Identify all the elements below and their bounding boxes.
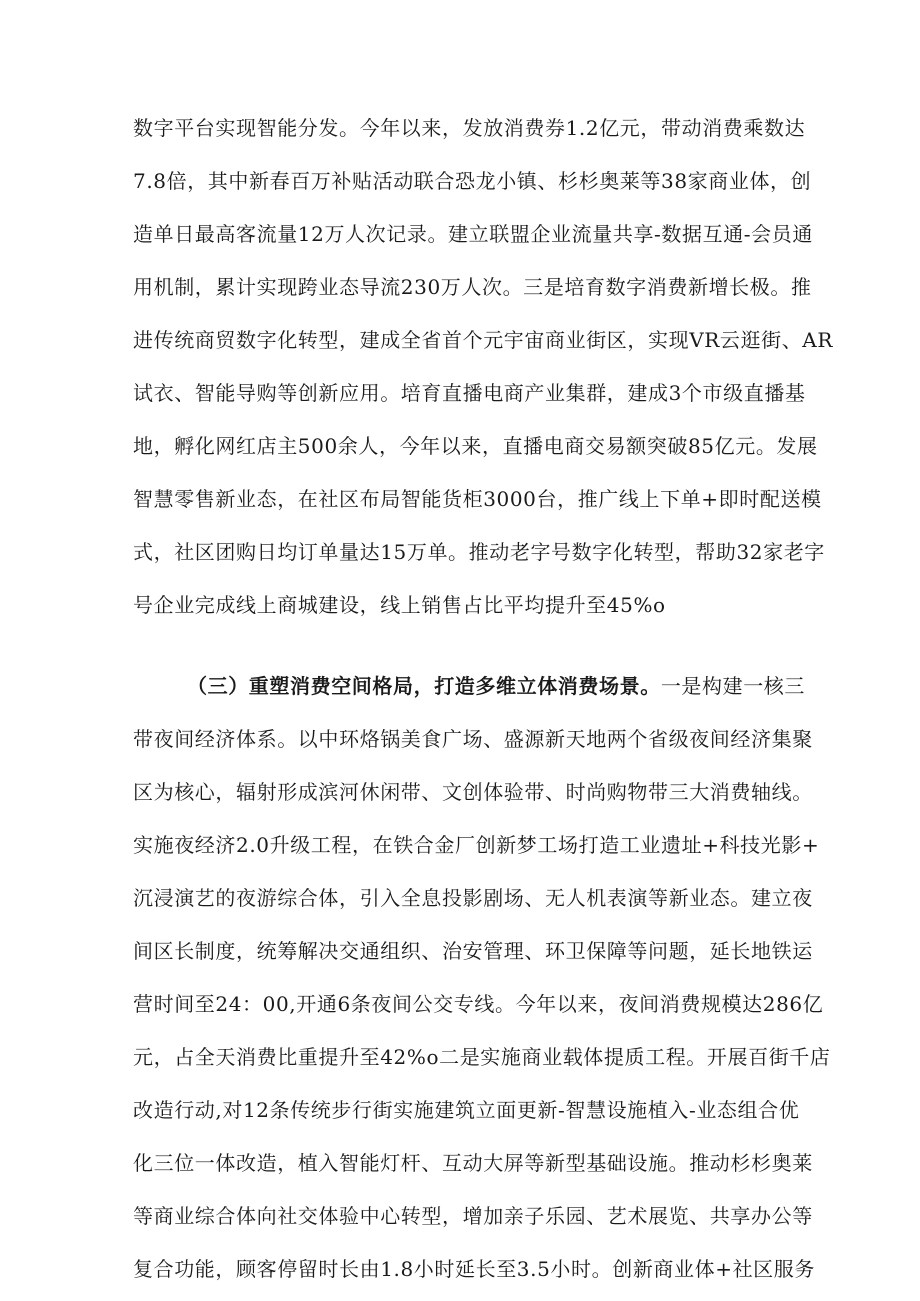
text-line: 地，孵化网红店主500余人，今年以来，直播电商交易额突破85亿元。发展 bbox=[133, 434, 818, 458]
text-line: 沉浸演艺的夜游综合体，引入全息投影剧场、无人机表演等新业态。建立夜 bbox=[133, 886, 813, 910]
text-line: 元，占全天消费比重提升至42%o二是实施商业载体提质工程。开展百街千店 bbox=[133, 1045, 831, 1069]
text-line: 区为核心，辐射形成滨河休闲带、文创体验带、时尚购物带三大消费轴线。 bbox=[133, 780, 813, 804]
heading-line-rest: 一是构建一核三 bbox=[660, 674, 806, 698]
text-line: 化三位一体改造，植入智能灯杆、互动大屏等新型基础设施。推动杉杉奥莱 bbox=[133, 1151, 813, 1175]
text-line: 试衣、智能导购等创新应用。培育直播电商产业集群，建成3个市级直播基 bbox=[133, 381, 806, 405]
text-line: 式，社区团购日均订单量达15万单。推动老字号数字化转型，帮助32家老字 bbox=[133, 540, 825, 564]
section-heading: （三）重塑消费空间格局，打造多维立体消费场景。 bbox=[187, 674, 661, 698]
text-line: 间区长制度，统筹解决交通组织、治安管理、环卫保障等问题，延长地铁运 bbox=[133, 939, 813, 963]
text-line: 复合功能，顾客停留时长由1.8小时延长至3.5小时。创新商业体+社区服务 bbox=[133, 1257, 815, 1281]
text-line: 进传统商贸数字化转型，建成全省首个元宇宙商业街区，实现VR云逛街、AR bbox=[133, 328, 834, 352]
text-line: 用机制，累计实现跨业态导流230万人次。三是培育数字消费新增长极。推 bbox=[133, 275, 812, 299]
text-line: 改造行动,对12条传统步行街实施建筑立面更新-智慧设施植入-业态组合优 bbox=[133, 1098, 800, 1122]
text-line: 7.8倍，其中新春百万补贴活动联合恐龙小镇、杉杉奥莱等38家商业体，创 bbox=[133, 169, 812, 193]
text-line: 智慧零售新业态，在社区布局智能货柜3000台，推广线上下单+即时配送模 bbox=[133, 487, 822, 511]
text-line: 数字平台实现智能分发。今年以来，发放消费券1.2亿元，带动消费乘数达 bbox=[133, 116, 806, 140]
text-line: 造单日最高客流量12万人次记录。建立联盟企业流量共享-数据互通-会员通 bbox=[133, 222, 813, 246]
text-line: 实施夜经济2.0升级工程，在铁合金厂创新梦工场打造工业遗址+科技光影+ bbox=[133, 833, 820, 857]
text-line: 营时间至24：00,开通6条夜间公交专线。今年以来，夜间消费规模达286亿 bbox=[133, 992, 824, 1016]
section-heading-line bbox=[187, 666, 806, 706]
text-line: 带夜间经济体系。以中环烙锅美食广场、盛源新天地两个省级夜间经济集聚 bbox=[133, 727, 813, 751]
text-line: 号企业完成线上商城建设，线上销售占比平均提升至45%o bbox=[133, 593, 666, 617]
text-line: 等商业综合体向社交体验中心转型，增加亲子乐园、艺术展览、共享办公等 bbox=[133, 1204, 813, 1228]
